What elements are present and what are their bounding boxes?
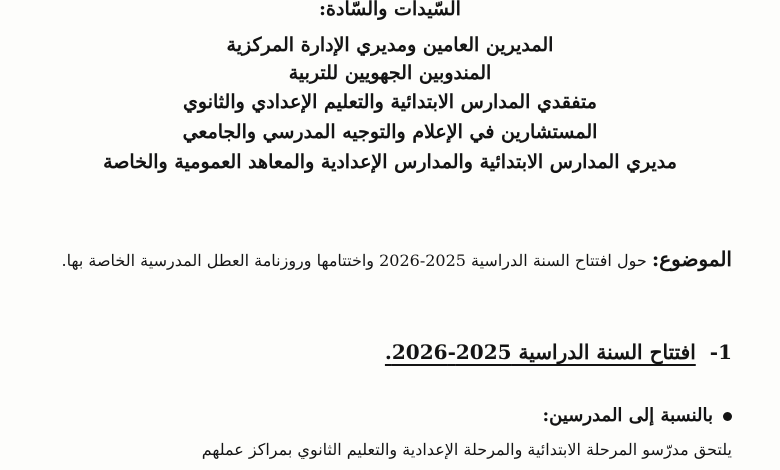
addressee-line-2: المندوبين الجهويين للتربية — [288, 62, 492, 84]
addressee-line-3: متفقدي المدارس الابتدائية والتعليم الإعدادي والثانوي — [183, 91, 597, 113]
subject-paragraph — [42, 245, 732, 275]
subject-text: حول افتتاح السنة الدراسية 2025-2026 واختتامها وروزنامة العطل المدرسية الخاصة بها. — [61, 251, 652, 270]
subject-label: الموضوع: — [651, 247, 732, 271]
addressee-line-4: المستشارين في الإعلام والتوجيه المدرسي والجامعي — [182, 121, 598, 143]
section-number: 1- — [709, 340, 732, 364]
bullet-label: بالنسبة إلى المدرسين: — [542, 405, 713, 426]
addressee-line-5: مديري المدارس الابتدائية والمدارس الإعدادية والمعاهد العمومية والخاصة — [103, 151, 677, 173]
addressee-line-1: المديرين العامين ومديري الإدارة المركزية — [226, 34, 554, 56]
body-paragraph: يلتحق مدرّسو المرحلة الابتدائية والمرحلة الإعدادية والتعليم الثانوي بمراكز عملهم — [201, 440, 732, 459]
addressees-heading: السّيدات والسّادة: — [319, 0, 461, 20]
bullet-item — [543, 405, 732, 426]
section-heading — [385, 340, 732, 364]
bullet-icon — [723, 412, 732, 421]
section-title: افتتاح السنة الدراسية 2025-2026. — [384, 340, 696, 364]
